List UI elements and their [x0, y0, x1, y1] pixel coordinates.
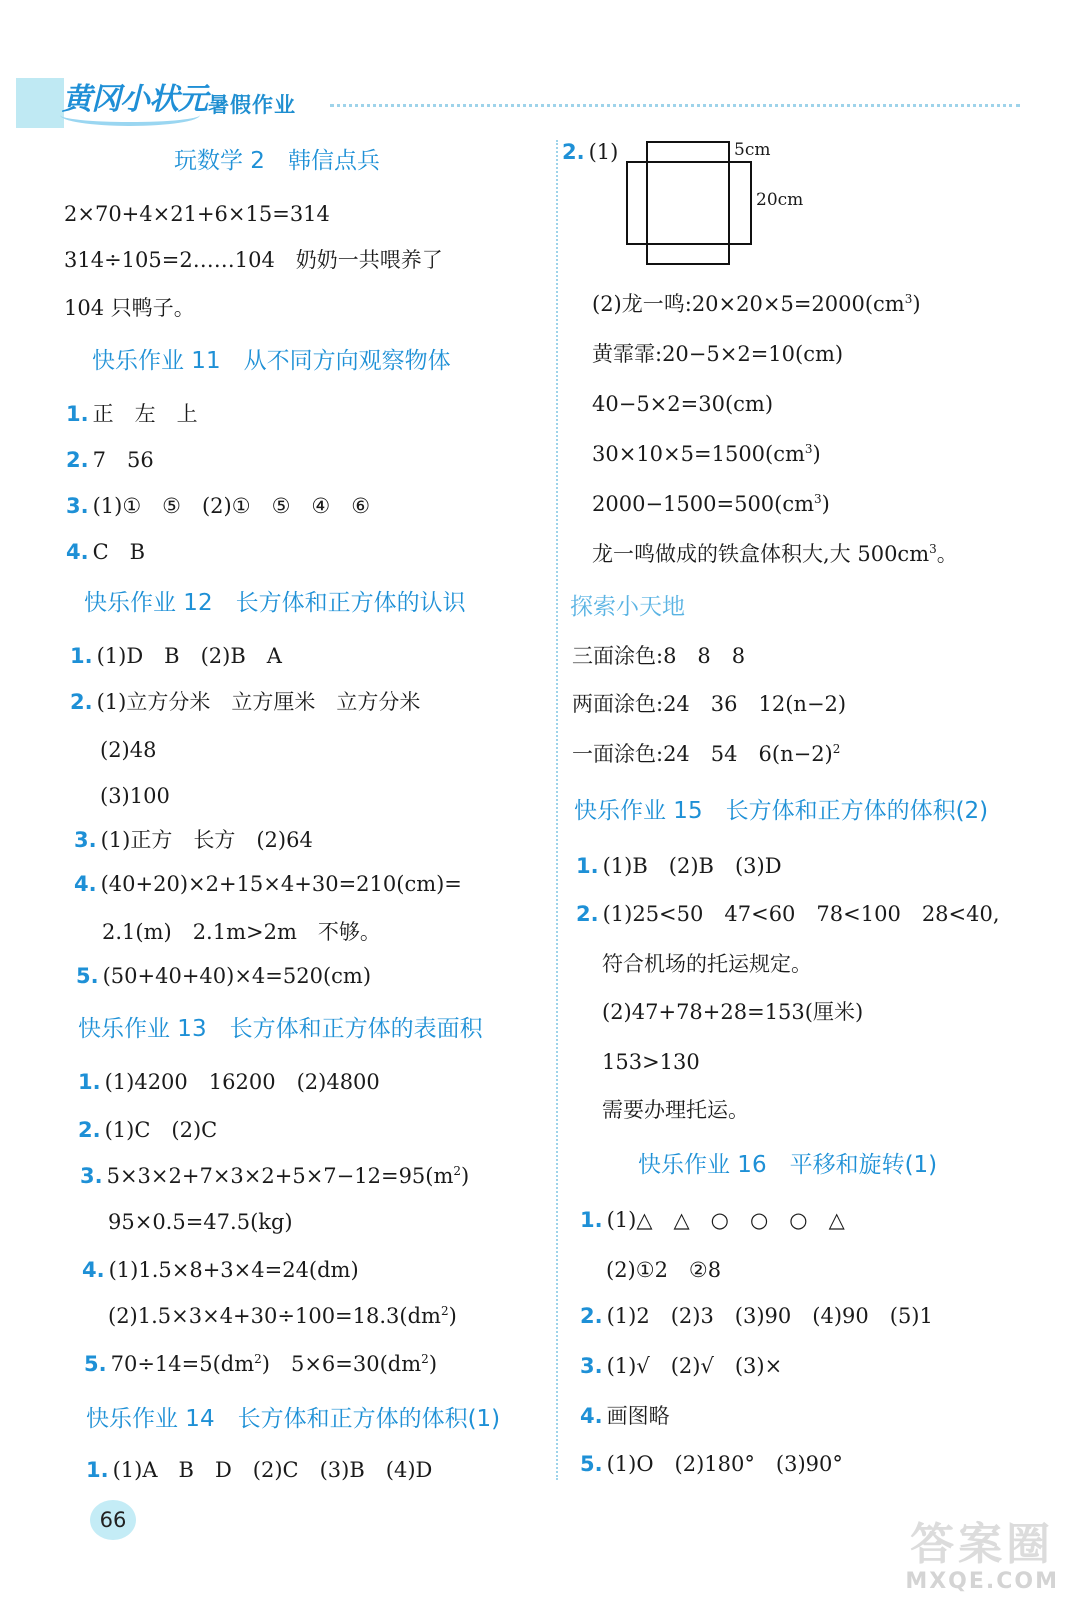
answer-text: (1)O (2)180° (3)90° [606, 1452, 843, 1476]
answer-line: 40−5×2=30(cm) [592, 392, 774, 416]
superscript: 2 [832, 742, 841, 756]
answer-text: 一面涂色:24 54 6(n−2) [572, 742, 833, 766]
item-number: 1. [86, 1458, 109, 1482]
item-number: 3. [66, 494, 89, 518]
answer-text: ) [912, 292, 921, 316]
answer-text: (1) [588, 140, 619, 164]
answer-text: C B [92, 540, 146, 564]
answer-text: ) [448, 1304, 457, 1328]
superscript: 2 [453, 1164, 462, 1178]
section-title-wanshuxue-2: 玩数学 2 韩信点兵 [174, 148, 380, 174]
page-number-badge: 66 [90, 1500, 136, 1540]
answer-line: 314÷105=2……104 奶奶一共喂养了 [64, 248, 443, 272]
item-number: 4. [74, 872, 97, 896]
item-number: 2. [576, 902, 599, 926]
answer-text: (40+20)×2+15×4+30=210(cm)= [100, 872, 462, 896]
header-tab-decoration [16, 78, 64, 128]
answer-line [592, 440, 821, 468]
net-top-flap [647, 142, 729, 162]
item-number: 3. [80, 1164, 103, 1188]
answer-item [74, 870, 462, 898]
net-outer-frame [627, 162, 751, 244]
answer-line: (2)47+78+28=153(厘米) [602, 1000, 864, 1024]
answer-text: (1)4200 16200 (2)4800 [104, 1070, 380, 1094]
answer-line: 符合机场的托运规定。 [602, 952, 812, 976]
answer-item [66, 400, 198, 428]
item-number: 3. [74, 828, 97, 852]
answer-line: 两面涂色:24 36 12(n−2) [572, 692, 847, 716]
answer-item [76, 962, 371, 990]
item-number: 5. [76, 964, 99, 988]
dimension-label-20cm: 20cm [756, 190, 804, 210]
answer-text: 正 左 上 [92, 402, 198, 426]
answer-item [580, 1402, 670, 1430]
section-title-homework-15: 快乐作业 15 长方体和正方体的体积(2) [574, 798, 989, 824]
answer-text: (1)△ △ ○ ○ ○ △ [606, 1208, 845, 1232]
answer-item [580, 1302, 933, 1330]
superscript: 2 [421, 1352, 429, 1366]
answer-item [74, 826, 313, 854]
section-title-homework-14: 快乐作业 14 长方体和正方体的体积(1) [86, 1406, 501, 1432]
answer-item [576, 852, 782, 880]
answer-text: 画图略 [606, 1404, 670, 1428]
superscript: 3 [804, 442, 813, 456]
answer-item [580, 1352, 782, 1380]
answer-text: ) [812, 442, 821, 466]
superscript: 3 [814, 492, 822, 506]
answer-text: ) [428, 1352, 438, 1376]
answer-text: 7 56 [92, 448, 154, 472]
answer-text: (1)立方分米 立方厘米 立方分米 [96, 690, 421, 714]
answer-line: 黄霏霏:20−5×2=10(cm) [592, 342, 844, 366]
watermark-logo [905, 1521, 1059, 1594]
answer-item [82, 1256, 359, 1284]
answer-item [66, 538, 145, 566]
answer-line: 95×0.5=47.5(kg) [108, 1210, 293, 1234]
item-number: 3. [580, 1354, 603, 1378]
answer-item [86, 1456, 432, 1484]
answer-text: 30×10×5=1500(cm [592, 442, 805, 466]
item-number: 1. [66, 402, 89, 426]
answer-item [562, 138, 618, 166]
answer-line [592, 540, 958, 568]
answer-text: (1)正方 长方 (2)64 [100, 828, 313, 852]
item-number: 2. [580, 1304, 603, 1328]
item-number: 2. [562, 140, 585, 164]
answer-line: 2×70+4×21+6×15=314 [64, 202, 330, 226]
answer-text: 70÷14=5(dm [110, 1352, 255, 1376]
answer-text: (1)A B D (2)C (3)B (4)D [112, 1458, 433, 1482]
answer-text: (1)C (2)C [104, 1118, 218, 1142]
superscript: 3 [929, 542, 937, 556]
answer-text: (1)√ (2)√ (3)× [606, 1354, 783, 1378]
item-number: 2. [78, 1118, 101, 1142]
answer-text: ) [461, 1164, 470, 1188]
answer-item [576, 900, 1000, 928]
answer-line: (2)48 [100, 738, 157, 762]
header-subtitle: 暑假作业 [208, 93, 296, 117]
answer-item [70, 642, 282, 670]
answer-text: ) 5×6=30(dm [261, 1352, 422, 1376]
answer-item [66, 446, 154, 474]
answer-item [78, 1068, 380, 1096]
answer-text: (2)1.5×3×4+30÷100=18.3(dm [108, 1304, 441, 1328]
answer-item [70, 688, 420, 716]
answer-text: (1)D B (2)B A [96, 644, 282, 668]
watermark-main: 答案圈 [910, 1519, 1055, 1570]
column-divider [556, 140, 558, 1480]
item-number: 4. [82, 1258, 105, 1282]
answer-line: 三面涂色:8 8 8 [572, 644, 746, 668]
item-number: 1. [580, 1208, 603, 1232]
item-number: 5. [580, 1452, 603, 1476]
header-dotted-rule [330, 104, 1020, 107]
answer-text: (1)25<50 47<60 78<100 28<40, [602, 902, 1000, 926]
item-number: 4. [580, 1404, 603, 1428]
superscript: 2 [254, 1352, 262, 1366]
watermark-domain: MXQE.COM [905, 1569, 1059, 1594]
answer-line: 153>130 [602, 1050, 700, 1074]
section-title-homework-12: 快乐作业 12 长方体和正方体的认识 [84, 590, 466, 616]
answer-text: (1)① ⑤ (2)① ⑤ ④ ⑥ [92, 494, 371, 518]
answer-line [592, 490, 830, 518]
item-number: 4. [66, 540, 89, 564]
superscript: 3 [904, 292, 913, 306]
brand-logo: 黄冈小状元 [62, 82, 207, 117]
answer-text: 5×3×2+7×3×2+5×7−12=95(m [106, 1164, 454, 1188]
answer-text: (1)2 (2)3 (3)90 (4)90 (5)1 [606, 1304, 933, 1328]
item-number: 2. [66, 448, 89, 472]
answer-line: 104 只鸭子。 [64, 296, 195, 320]
item-number: 5. [84, 1352, 107, 1376]
section-title-homework-11: 快乐作业 11 从不同方向观察物体 [92, 348, 451, 374]
answer-line [572, 740, 840, 768]
superscript: 2 [440, 1304, 449, 1318]
section-title-explore: 探索小天地 [570, 594, 685, 620]
item-number: 1. [70, 644, 93, 668]
answer-text: (2)龙一鸣:20×20×5=2000(cm [592, 292, 905, 316]
answer-line: 2.1(m) 2.1m>2m 不够。 [102, 920, 381, 944]
answer-line: (3)100 [100, 784, 170, 808]
item-number: 1. [576, 854, 599, 878]
answer-item [80, 1162, 469, 1190]
net-base-square [647, 162, 729, 244]
section-title-homework-16: 快乐作业 16 平移和旋转(1) [638, 1152, 938, 1178]
answer-text: (50+40+40)×4=520(cm) [102, 964, 372, 988]
item-number: 2. [70, 690, 93, 714]
answer-line: (2)①2 ②8 [606, 1258, 722, 1282]
answer-item [84, 1350, 437, 1378]
answer-text: 。 [936, 542, 958, 566]
logo-swoosh-decoration [60, 104, 200, 126]
answer-item [580, 1206, 845, 1234]
answer-text: (1)1.5×8+3×4=24(dm) [108, 1258, 359, 1282]
answer-text: 2000−1500=500(cm [592, 492, 815, 516]
answer-line [108, 1302, 457, 1330]
dimension-label-5cm: 5cm [734, 140, 771, 160]
answer-line: 需要办理托运。 [602, 1098, 749, 1122]
answer-item [78, 1116, 217, 1144]
answer-item [66, 492, 370, 520]
answer-text: (1)B (2)B (3)D [602, 854, 782, 878]
answer-text: 龙一鸣做成的铁盒体积大,大 500cm [592, 542, 930, 566]
section-title-homework-13: 快乐作业 13 长方体和正方体的表面积 [78, 1016, 483, 1042]
net-bottom-flap [647, 244, 729, 264]
answer-text: ) [821, 492, 830, 516]
answer-item [580, 1450, 843, 1478]
answer-line [592, 290, 921, 318]
item-number: 1. [78, 1070, 101, 1094]
